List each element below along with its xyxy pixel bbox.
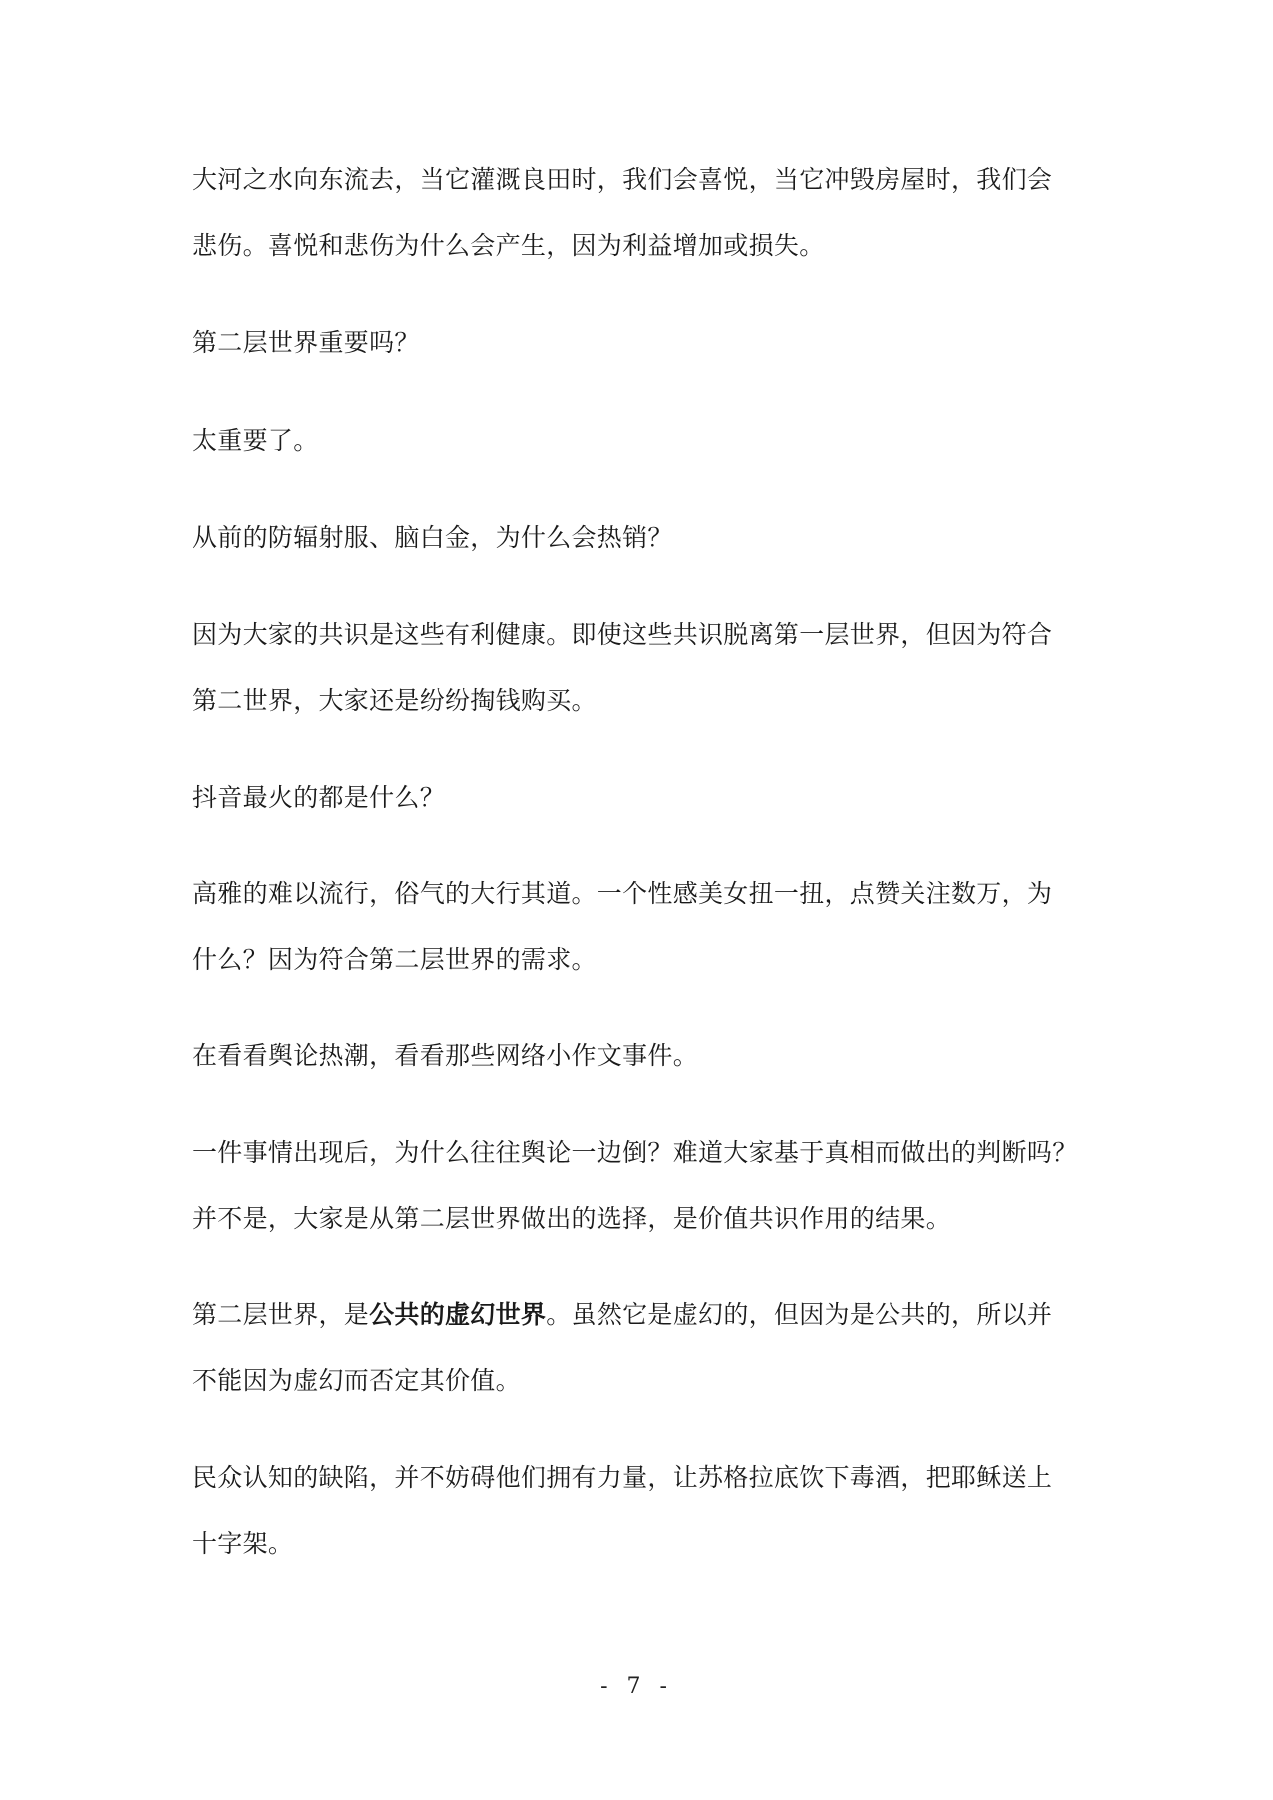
paragraph-line: 因为大家的共识是这些有利健康。即使这些共识脱离第一层世界，但因为符合: [192, 620, 1053, 649]
page-number: - 7 -: [600, 1674, 673, 1699]
paragraph-question-bestseller: [192, 505, 1092, 571]
paragraph-cognition-flaw: [192, 1445, 1092, 1577]
paragraph-public-opinion: [192, 1023, 1092, 1089]
paragraph-line: 在看看舆论热潮，看看那些网络小作文事件。: [192, 1041, 699, 1070]
paragraph-answer-importance: [192, 408, 1092, 474]
paragraph-line: 第二世界，大家还是纷纷掏钱购买。: [192, 686, 597, 715]
paragraph-line: 高雅的难以流行，俗气的大行其道。一个性感美女扭一扭，点赞关注数万，为: [192, 879, 1053, 908]
paragraph-line: 不能因为虚幻而否定其价值。: [192, 1366, 521, 1395]
paragraph-virtual-world: [192, 1282, 1092, 1414]
paragraph-line: 并不是，大家是从第二层世界做出的选择，是价值共识作用的结果。: [192, 1204, 952, 1233]
bold-emphasis: 公共的虚幻世界: [369, 1300, 547, 1329]
paragraph-line: 从前的防辐射服、脑白金，为什么会热销？: [192, 523, 673, 552]
text-segment: 第二层世界，是: [192, 1300, 370, 1329]
paragraph-line: 大河之水向东流去，当它灌溉良田时，我们会喜悦，当它冲毁房屋时，我们会: [192, 165, 1053, 194]
paragraph-line: 十字架。: [192, 1529, 294, 1558]
paragraph-line: 民众认知的缺陷，并不妨碍他们拥有力量，让苏格拉底饮下毒酒，把耶稣送上: [192, 1463, 1053, 1492]
paragraph-line: 悲伤。喜悦和悲伤为什么会产生，因为利益增加或损失。: [192, 231, 825, 260]
paragraph-line: 一件事情出现后，为什么往往舆论一边倒？难道大家基于真相而做出的判断吗？: [192, 1138, 1078, 1167]
text-segment: 。虽然它是虚幻的，但因为是公共的，所以并: [546, 1300, 1053, 1329]
paragraph-popularity: [192, 861, 1092, 993]
paragraph-question-douyin: [192, 765, 1092, 831]
paragraph-question-importance: [192, 310, 1092, 376]
paragraph-line: [192, 1282, 1092, 1348]
paragraph-line: 太重要了。: [192, 426, 319, 455]
paragraph-consensus: [192, 602, 1092, 734]
paragraph-river: [192, 147, 1092, 279]
paragraph-line: 什么？因为符合第二层世界的需求。: [192, 945, 597, 974]
paragraph-one-sided-opinion: [192, 1120, 1092, 1252]
paragraph-line: 第二层世界重要吗？: [192, 328, 420, 357]
paragraph-line: 抖音最火的都是什么？: [192, 783, 446, 812]
